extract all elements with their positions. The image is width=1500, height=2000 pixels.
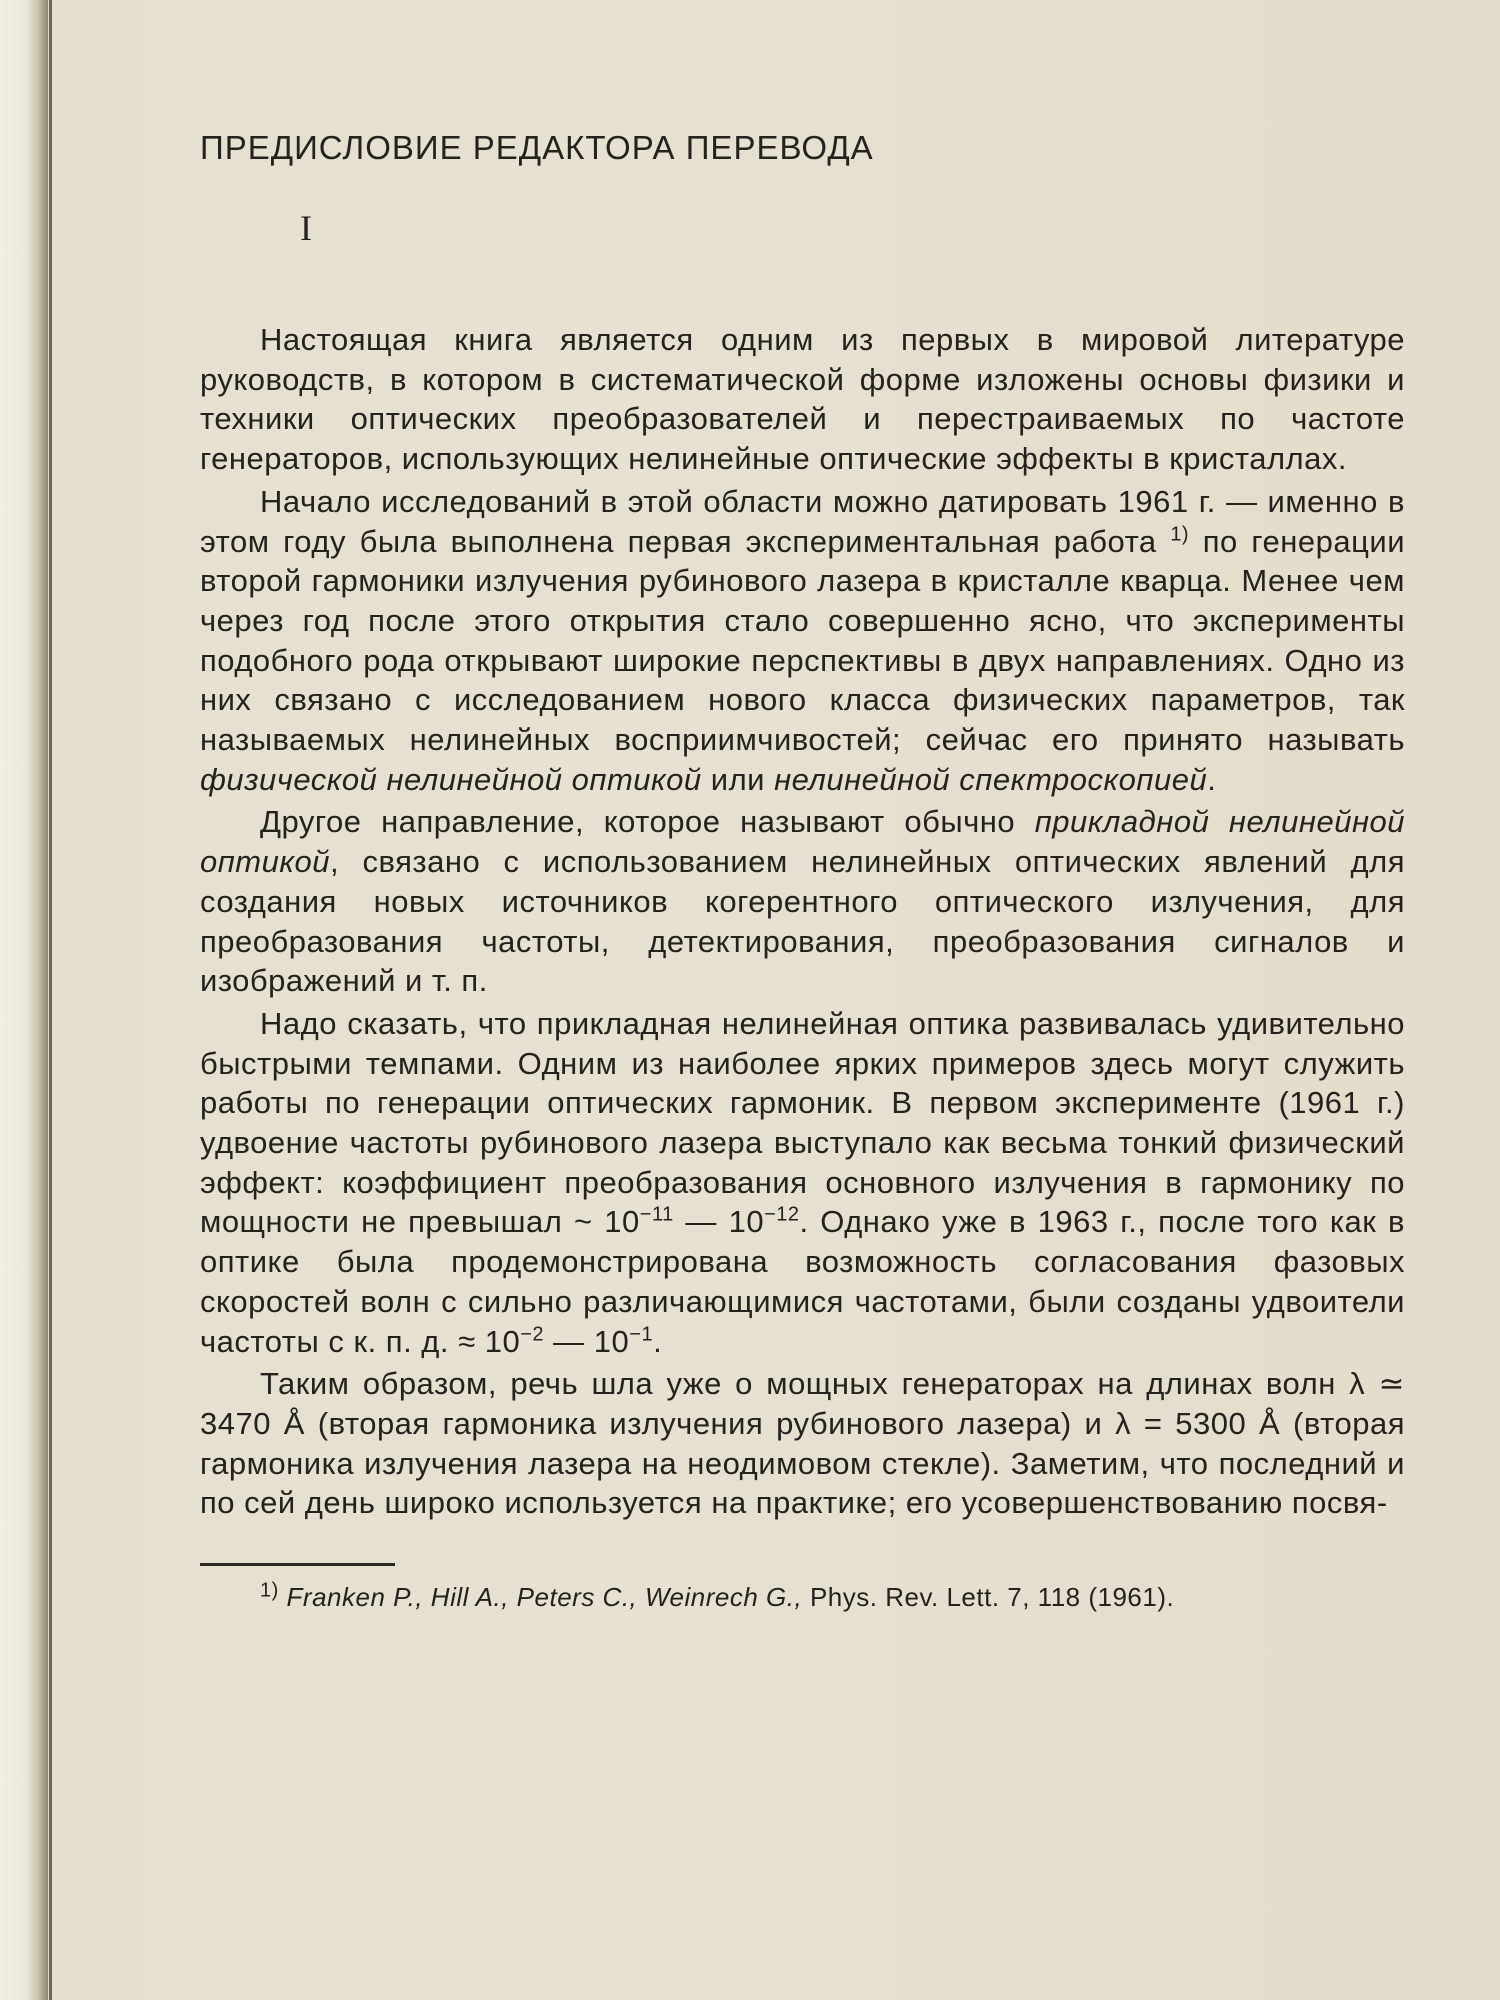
- text-run: Phys. Rev. Lett. 7, 118 (1961).: [802, 1582, 1175, 1613]
- italic-text: физической нелинейной оптикой: [200, 761, 702, 797]
- text-run: по генерации второй гармоники излучения рубинового лазера в кристалле кварца. Менее чем через год после этого открытия стало совершенно ясно, что эксперименты подобного рода открывают широкие перспективы в двух направлениях. Одно из них связано с исследованием нового класса физических параметров, так называемых нелинейных восприимчивостей; сейчас его принято называть: [200, 523, 1406, 758]
- superscript: 1): [260, 1579, 279, 1602]
- section-number: I: [300, 208, 312, 248]
- binding-edge: [49, 0, 52, 2000]
- text-run: Таким образом, речь шла уже о мощных генераторах на длинах волн λ ≃ 3470 Å (вторая гармоника излучения рубинового лазера) и λ = 5300 Å (вторая гармоника излучения лазера на неодимовом стекле). Заметим, что последний и по сей день широко используется на практике; его усовершенствованию посвя-: [200, 1366, 1405, 1521]
- superscript: −11: [639, 1204, 674, 1227]
- italic-text: Franken P., Hill A., Peters C., Weinrech G.,: [286, 1582, 803, 1613]
- text-run: , связано с использованием нелинейных оптических явлений для создания новых источников когерентного оптического излучения, для преобразования частоты, детектирования, преобразования сигналов и изображений и т. п.: [200, 844, 1405, 999]
- text-run: — 10: [544, 1323, 630, 1359]
- body-text: [200, 320, 1405, 1523]
- footnote-divider: [200, 1563, 395, 1566]
- text-run: Надо сказать, что прикладная нелинейная оптика развивалась удивительно быстрыми темпами. Одним из наиболее ярких примеров здесь могут служить работы по генерации оптических гармоник. В первом эксперименте (1961 г.) удвоение частоты рубинового лазера выступало как весьма тонкий физический эффект: коэффициент преобразования основного излучения в гармонику по мощности не превышал ~ 10: [200, 1005, 1405, 1240]
- paragraph: [200, 320, 1405, 479]
- paragraph: [200, 482, 1405, 800]
- text-run: Начало исследований в этой области можно датировать 1961 г. — именно в этом году была выполнена первая экспериментальная работа: [200, 483, 1405, 559]
- text-run: [279, 1582, 287, 1612]
- text-run: . Однако уже в 1963 г., после того как в оптике была продемонстрирована возможность согласования фазовых скоростей волн с сильно различающимися частотами, были созданы удвоители частоты с к. п. д. ≈ 10: [200, 1204, 1406, 1359]
- paragraph: [200, 1004, 1405, 1361]
- page-title: ПРЕДИСЛОВИЕ РЕДАКТОРА ПЕРЕВОДА: [200, 129, 874, 166]
- superscript: −1: [629, 1323, 654, 1346]
- footnote: [200, 1578, 1405, 1616]
- paragraph: [200, 1364, 1405, 1523]
- page-content: [200, 128, 1405, 1616]
- italic-text: нелинейной спектроскопией: [774, 761, 1208, 797]
- page-gutter: [0, 0, 48, 2000]
- text-run: Настоящая книга является одним из первых в мировой литературе руководств, в котором в систематической форме изложены основы физики и техники оптических преобразователей и перестраиваемых по частоте генераторов, использующих нелинейные оптические эффекты в кристаллах.: [200, 322, 1405, 477]
- text-run: или: [701, 761, 775, 797]
- text-run: — 10: [673, 1204, 765, 1240]
- paragraph: [200, 802, 1405, 1001]
- superscript: 1): [1170, 523, 1190, 546]
- text-run: .: [653, 1323, 663, 1359]
- text-run: Другое направление, которое называют обычно: [260, 804, 1035, 840]
- italic-text: прикладной нелинейной оптикой: [200, 804, 1405, 880]
- superscript: −12: [764, 1204, 800, 1227]
- text-run: .: [1207, 761, 1217, 797]
- superscript: −2: [520, 1323, 545, 1346]
